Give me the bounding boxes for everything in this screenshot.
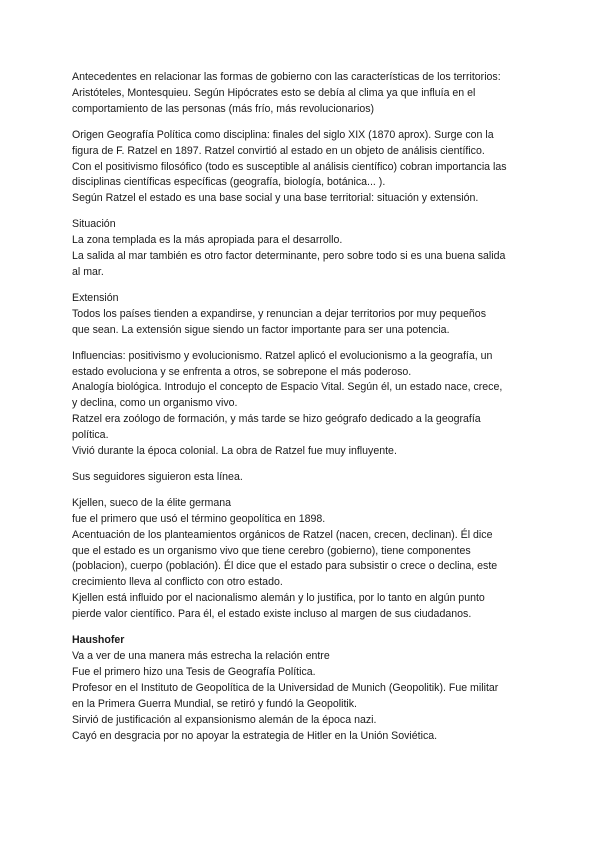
text-line: (poblacion), cuerpo (población). Él dice que el estado para subsistir o crece o declina, este: [72, 560, 498, 573]
section-heading-extension: Extensión: [72, 291, 119, 304]
text-line: La salida al mar también es otro factor determinante, pero sobre todo si es una buena salida: [72, 250, 506, 263]
text-line: Kjellen, sueco de la élite germana: [72, 496, 232, 509]
text-line: política.: [72, 429, 109, 442]
paragraph-seguidores: [72, 470, 534, 486]
paragraph-antecedentes: [72, 70, 534, 118]
text-line: Fue el primero hizo una Tesis de Geografía Política.: [72, 665, 316, 678]
text-line: disciplinas científicas específicas (geografía, biología, botánica... ).: [72, 176, 386, 189]
text-line: fue el primero que usó el término geopolítica en 1898.: [72, 512, 326, 525]
document-page: [72, 70, 534, 754]
text-line: en la Primera Guerra Mundial, se retiró y fundó la Geopolitik.: [72, 697, 357, 710]
paragraph-haushofer: [72, 633, 534, 744]
paragraph-situacion: [72, 217, 534, 281]
paragraph-influencias: [72, 349, 534, 460]
text-line: Profesor en el Instituto de Geopolítica de la Universidad de Munich (Geopolitik). Fue militar: [72, 681, 499, 694]
text-line: crecimiento lleva al conflicto con otro estado.: [72, 576, 283, 589]
text-line: Aristóteles, Montesquieu. Según Hipócrates esto se debía al clima ya que influía en el: [72, 86, 476, 99]
text-line: Todos los países tienden a expandirse, y renuncian a dejar territorios por muy pequeños: [72, 307, 486, 320]
text-line: Según Ratzel el estado es una base social y una base territorial: situación y extensión.: [72, 192, 479, 205]
text-line: figura de F. Ratzel en 1897. Ratzel convirtió al estado en un objeto de análisis científico.: [72, 144, 485, 157]
text-line: estado evoluciona y se enfrenta a otros, se sobrepone el más poderoso.: [72, 365, 412, 378]
text-line: que sean. La extensión sigue siendo un factor importante para ser una potencia.: [72, 323, 450, 336]
section-heading-haushofer: Haushofer: [72, 634, 125, 647]
paragraph-extension: [72, 291, 534, 339]
text-line: y declina, como un organismo vivo.: [72, 397, 238, 410]
text-line: al mar.: [72, 265, 104, 278]
text-line: Sus seguidores siguieron esta línea.: [72, 470, 243, 483]
text-line: Sirvió de justificación al expansionismo alemán de la época nazi.: [72, 713, 377, 726]
text-line: que el estado es un organismo vivo que tiene cerebro (gobierno), tiene componentes: [72, 544, 471, 557]
text-line: Origen Geografía Política como disciplina: finales del siglo XIX (1870 aprox). Surge con la: [72, 128, 494, 141]
text-line: Ratzel era zoólogo de formación, y más tarde se hizo geógrafo dedicado a la geografía: [72, 413, 481, 426]
text-line: Influencias: positivismo y evolucionismo. Ratzel aplicó el evolucionismo a la geografía, un: [72, 349, 493, 362]
text-line: Vivió durante la época colonial. La obra de Ratzel fue muy influyente.: [72, 445, 397, 458]
paragraph-kjellen: [72, 496, 534, 623]
text-line: Analogía biológica. Introdujo el concepto de Espacio Vital. Según él, un estado nace, crece,: [72, 381, 503, 394]
text-line: Con el positivismo filosófico (todo es susceptible al análisis científico) cobran importancia las: [72, 160, 507, 173]
text-line: Kjellen está influido por el nacionalismo alemán y lo justifica, por lo tanto en algún punto: [72, 592, 485, 605]
text-line: Cayó en desgracia por no apoyar la estrategia de Hitler en la Unión Soviética.: [72, 729, 438, 742]
text-line: La zona templada es la más apropiada para el desarrollo.: [72, 234, 343, 247]
text-line: comportamiento de las personas (más frío, más revolucionarios): [72, 102, 375, 115]
text-line: pierde valor científico. Para él, el estado existe incluso al margen de sus ciudadanos.: [72, 608, 472, 621]
paragraph-origen: [72, 128, 534, 208]
text-line: Antecedentes en relacionar las formas de gobierno con las características de los territorios:: [72, 71, 501, 83]
section-heading-situacion: Situación: [72, 218, 116, 231]
text-line: Va a ver de una manera más estrecha la relación entre: [72, 650, 330, 662]
text-line: Acentuación de los planteamientos orgánicos de Ratzel (nacen, crecen, declinan). Él dice: [72, 528, 493, 541]
